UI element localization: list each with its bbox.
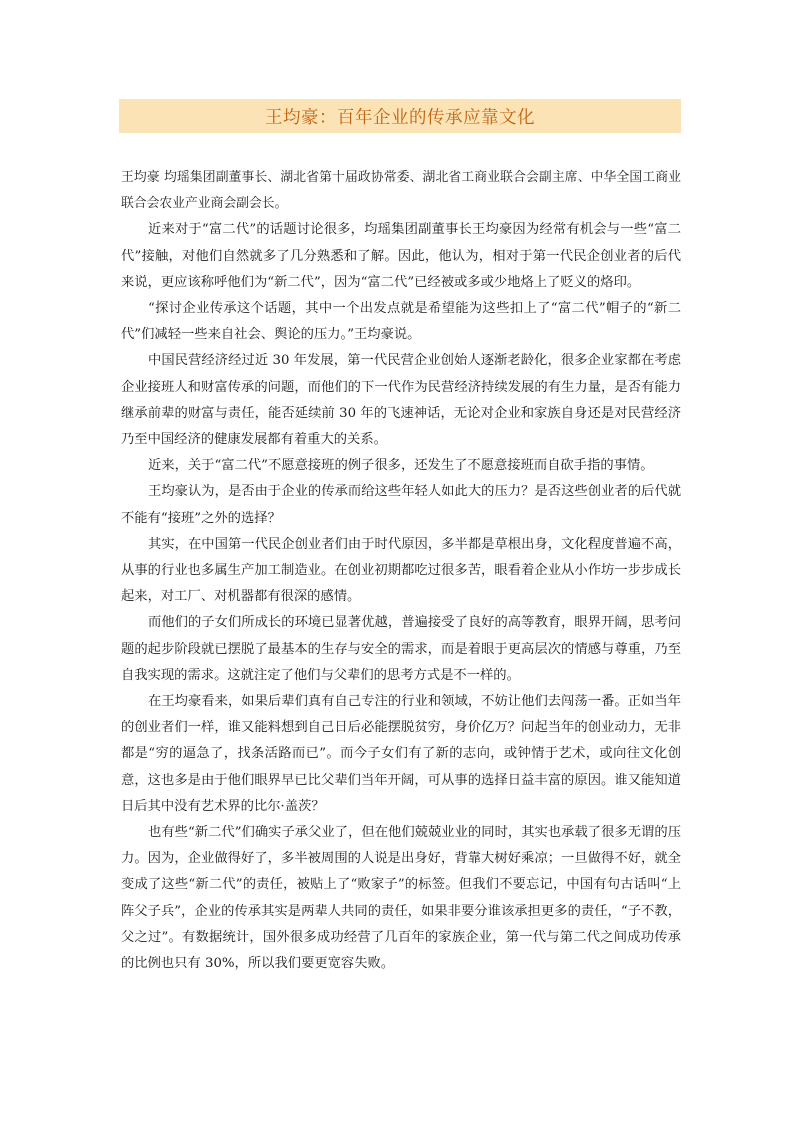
article-body [121, 165, 681, 977]
paragraph: 而他们的子女们所成长的环境已显著优越，普遍接受了良好的高等教育，眼界开阔，思考问题的起步阶段就已摆脱了最基本的生存与安全的需求，而是着眼于更高层次的情感与尊重，乃至自我实现的需求。这就注定了他们与父辈们的思考方式是不一样的。 [121, 615, 681, 683]
paragraph: 近来对于“富二代”的话题讨论很多，均瑶集团副董事长王均豪因为经常有机会与一些“富二代”接触，对他们自然就多了几分熟悉和了解。因此，他认为，相对于第一代民企创业者的后代来说，更应该称呼他们为“新二代”，因为“富二代”已经被或多或少地烙上了贬义的烙印。 [121, 222, 681, 290]
paragraph: 其实，在中国第一代民企创业者们由于时代原因，多半都是草根出身，文化程度普遍不高，从事的行业也多属生产加工制造业。在创业初期都吃过很多苦，眼看着企业从小作坊一步步成长起来，对工厂、对机器都有很深的感情。 [121, 536, 681, 605]
paragraph: 中国民营经济经过近 30 年发展，第一代民营企业创始人逐渐老龄化，很多企业家都在考虑企业接班人和财富传承的问题，而他们的下一代作为民营经济持续发展的有生力量，是否有能力继承前辈的财富与责任，能否延续前 30 年的飞速神话，无论对企业和家族自身还是对民营经济乃至中国经济的健康发展都有着重大的关系。 [121, 353, 681, 448]
paragraph: 近来，关于“富二代”不愿意接班的例子很多，还发生了不愿意接班而自砍手指的事情。 [148, 458, 654, 474]
paragraph: “探讨企业传承这个话题，其中一个出发点就是希望能为这些扣上了“富二代”帽子的“新二代”们减轻一些来自社会、舆论的压力。”王均豪说。 [121, 301, 681, 343]
paragraph: 在王均豪看来，如果后辈们真有自己专注的行业和领域，不妨让他们去闯荡一番。正如当年的创业者们一样，谁又能料想到自己日后必能摆脱贫穷，身价亿万？问起当年的创业动力，无非都是“穷的逼急了，找条活路而已”。而今子女们有了新的志向，或钟情于艺术，或向往文化创意，这也多是由于他们眼界早已比父辈们当年开阔，可从事的选择日益丰富的原因。谁又能知道日后其中没有艺术界的比尔·盖茨？ [121, 694, 681, 814]
author-intro: 王均豪 均瑶集团副董事长、湖北省第十届政协常委、湖北省工商业联合会副主席、中华全国工商业联合会农业产业商会副会长。 [121, 170, 681, 212]
title-banner [119, 99, 681, 133]
paragraph: 也有些“新二代”们确实子承父业了，但在他们兢兢业业的同时，其实也承载了很多无谓的压力。因为，企业做得好了，多半被周围的人说是出身好，背靠大树好乘凉；一旦做得不好，就全变成了这些“新二代”的责任，被贴上了“败家子”的标签。但我们不要忘记，中国有句古话叫“上阵父子兵”，企业的传承其实是两辈人共同的责任，如果非要分谁该承担更多的责任，“子不教，父之过”。有数据统计，国外很多成功经营了几百年的家族企业，第一代与第二代之间成功传承的比例也只有 30%，所以我们要更宽容失败。 [121, 825, 681, 972]
article-title: 王均豪：百年企业的传承应靠文化 [265, 107, 535, 128]
paragraph: 王均豪认为，是否由于企业的传承而给这些年轻人如此大的压力？是否这些创业者的后代就不能有“接班”之外的选择？ [121, 484, 681, 526]
